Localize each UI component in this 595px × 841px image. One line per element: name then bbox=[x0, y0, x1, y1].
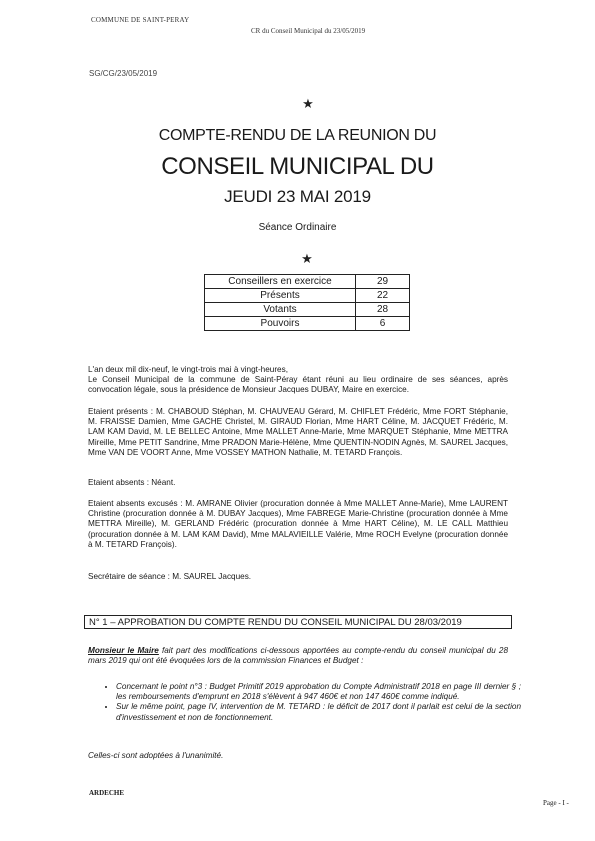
present-members: Etaient présents : M. CHABOUD Stéphan, M. CHAUVEAU Gérard, M. CHIFLET Frédéric, Mme FORT Stéphanie, M. FRAISSE Damien, Mme GACHE Christel, M. GIRAUD Florian, Mme HART Céline, M. JACQUET Frédéric, M. LAM KAM David, M. LE BELLEC Antoine, Mme MALLET Anne-Marie, Mme MARQUET Stéphanie, Mme METTRA Mireille, Mme PETIT Sandrine, Mme PRADON Marie-Hélène, Mme QUENTIN-NODIN Agnès, M. SAUREL Jacques, Mme VAN DE VOORT Anne, Mme VOSSEY MATHON Nathalie, M. TETARD François. bbox=[88, 407, 508, 457]
adoption-statement: Celles-ci sont adoptées à l'unanimité. bbox=[88, 751, 224, 760]
intro-date: L'an deux mil dix-neuf, le vingt-trois mai à vingt-heures, bbox=[88, 365, 288, 374]
commune-header: COMMUNE DE SAINT-PERAY bbox=[91, 16, 190, 24]
attendance-table bbox=[204, 274, 410, 331]
count-label: Votants bbox=[205, 303, 356, 317]
count-value: 28 bbox=[356, 303, 410, 317]
excused-members: Etaient absents excusés : M. AMRANE Olivier (procuration donnée à Mme MALLET Anne-Marie), Mme LAURENT Christine (procuration donnée à M. DUBAY Jacques), Mme FABREGE Marie-Christine (procuration donnée à Mme METTRA Mireille), M. GERLAND Frédéric (procuration donnée à Mme HART Céline), M. LE CALL Matthieu (procuration donnée à M. LAM KAM David), Mme MALAVIEILLE Valérie, Mme ROCH Evelyne (procuration donnée à M. TETARD François). bbox=[88, 499, 508, 549]
title-line-3: JEUDI 23 MAI 2019 bbox=[224, 187, 371, 206]
table-row bbox=[205, 303, 410, 317]
page-number: Page - I - bbox=[543, 799, 569, 807]
page-reference: SG/CG/23/05/2019 bbox=[89, 69, 158, 78]
count-value: 29 bbox=[356, 275, 410, 289]
star-ornament-middle: ★ bbox=[301, 251, 313, 266]
count-label: Présents bbox=[205, 289, 356, 303]
title-line-1: COMPTE-RENDU DE LA REUNION DU bbox=[158, 127, 437, 144]
absent-members: Etaient absents : Néant. bbox=[88, 478, 176, 487]
title-line-2: CONSEIL MUNICIPAL DU bbox=[161, 153, 434, 180]
list-item: • Sur le même point, page IV, intervention de M. TETARD : le déficit de 2017 dont il parlait est celui de la section d'investissement et non de fonctionnement. bbox=[116, 702, 521, 722]
section-intro bbox=[88, 646, 508, 666]
session-type: Séance Ordinaire bbox=[258, 222, 337, 233]
section-intro-text: fait part des modifications ci-dessous apportées au compte-rendu du conseil municipal du 28 mars 2019 qui ont été évoquées lors de la commission Finances et Budget : bbox=[88, 646, 508, 666]
count-label: Conseillers en exercice bbox=[205, 275, 356, 289]
section-heading: N° 1 – APPROBATION DU COMPTE RENDU DU CONSEIL MUNICIPAL DU 28/03/2019 bbox=[84, 615, 512, 629]
modifications-list bbox=[104, 682, 521, 723]
count-value: 22 bbox=[356, 289, 410, 303]
table-row bbox=[205, 317, 410, 331]
star-ornament-top: ★ bbox=[302, 96, 314, 111]
count-label: Pouvoirs bbox=[205, 317, 356, 331]
footer-department: ARDECHE bbox=[89, 789, 125, 797]
speaker-name: Monsieur le Maire bbox=[88, 646, 159, 655]
document-reference: CR du Conseil Municipal du 23/05/2019 bbox=[251, 27, 366, 35]
intro-convocation: Le Conseil Municipal de la commune de Saint-Péray étant réuni au lieu ordinaire de ses séances, après convocation légale, sous la présidence de Monsieur Jacques DUBAY, Maire en exercice. bbox=[88, 375, 508, 395]
table-row bbox=[205, 289, 410, 303]
session-secretary: Secrétaire de séance : M. SAUREL Jacques. bbox=[88, 572, 252, 581]
count-value: 6 bbox=[356, 317, 410, 331]
list-item: • Concernant le point n°3 : Budget Primitif 2019 approbation du Compte Administratif 2018 en page III dernier § ; les remboursements d'emprunt en 2018 s'élèvent à 947 460€ et non 147 460€ comme indiqué. bbox=[116, 682, 521, 702]
table-row bbox=[205, 275, 410, 289]
